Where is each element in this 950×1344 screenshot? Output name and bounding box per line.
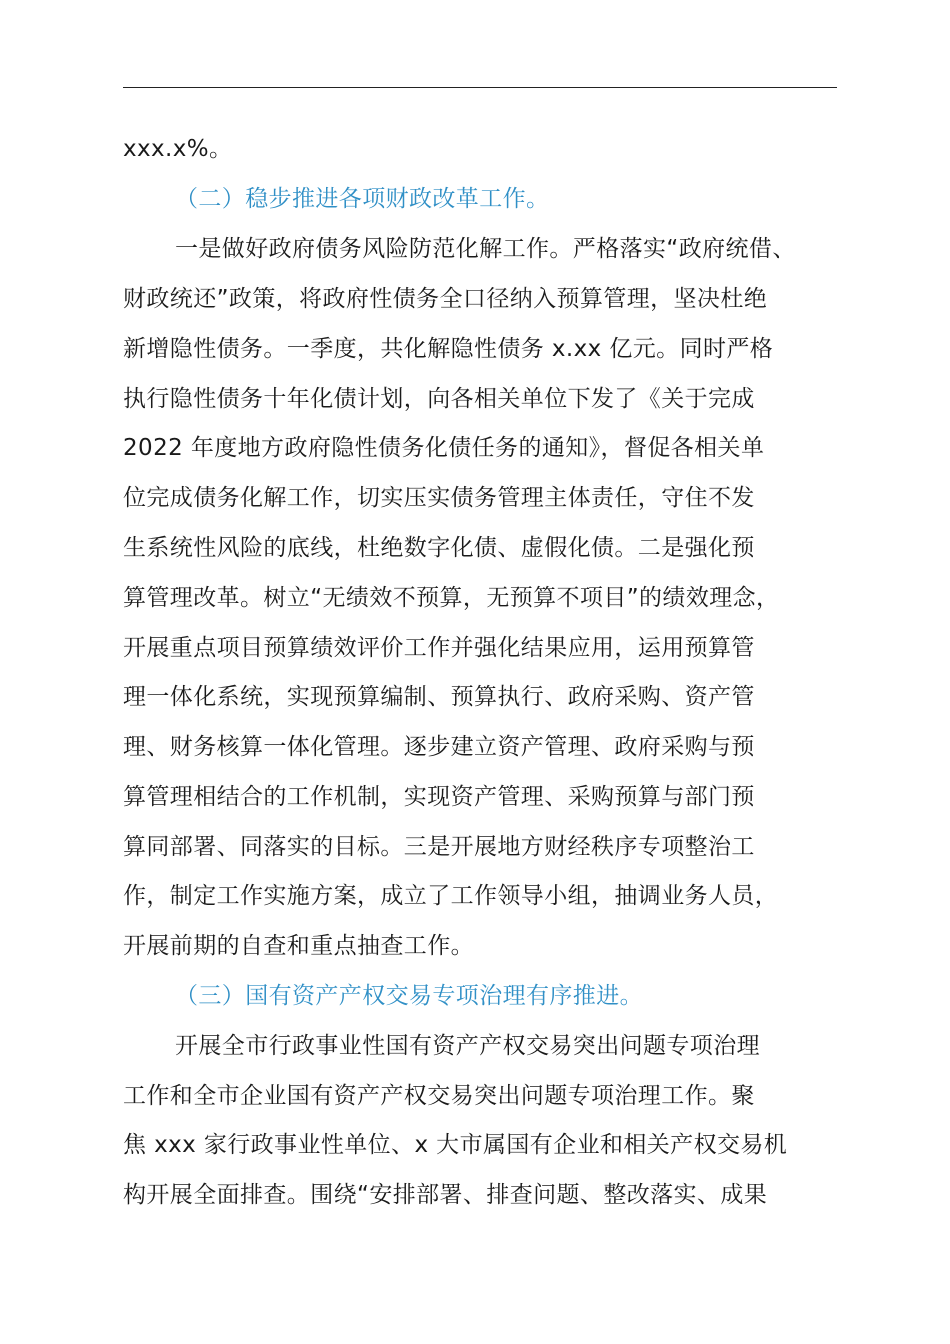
text-line: 财政统还”政策，将政府性债务全口径纳入预算管理，坚决杜绝 (123, 286, 768, 312)
text-line: 开展前期的自查和重点抽查工作。 (123, 933, 474, 959)
text-line: 开展全市行政事业性国有资产产权交易突出问题专项治理 (175, 1033, 760, 1059)
text-line: 理一体化系统，实现预算编制、预算执行、政府采购、资产管 (123, 684, 755, 710)
text-line: 执行隐性债务十年化债计划，向各相关单位下发了《关于完成 (123, 386, 755, 412)
header-rule (123, 87, 837, 88)
text-line: 算管理改革。树立“无绩效不预算，无预算不项目”的绩效理念， (123, 585, 780, 611)
section-heading-3: （三）国有资产产权交易专项治理有序推进。 (175, 983, 643, 1009)
text-line: 位完成债务化解工作，切实压实债务管理主体责任，守住不发 (123, 485, 755, 511)
text-line: 一是做好政府债务风险防范化解工作。严格落实“政府统借、 (175, 236, 796, 262)
text-line: 工作和全市企业国有资产产权交易突出问题专项治理工作。聚 (123, 1083, 755, 1109)
text-line: 开展重点项目预算绩效评价工作并强化结果应用，运用预算管 (123, 635, 755, 661)
text-line: 2022 年度地方政府隐性债务化债任务的通知》，督促各相关单 (123, 435, 765, 461)
text-line: 生系统性风险的底线，杜绝数字化债、虚假化债。二是强化预 (123, 535, 755, 561)
text-line: 算同部署、同落实的目标。三是开展地方财经秩序专项整治工 (123, 834, 755, 860)
text-line: 作，制定工作实施方案，成立了工作领导小组，抽调业务人员， (123, 883, 779, 909)
text-line: 焦 xxx 家行政事业性单位、x 大市属国有企业和相关产权交易机 (123, 1132, 788, 1158)
text-line: 算管理相结合的工作机制，实现资产管理、采购预算与部门预 (123, 784, 755, 810)
section-heading-2: （二）稳步推进各项财政改革工作。 (175, 186, 550, 212)
text-line: 构开展全面排查。围绕“安排部署、排查问题、整改落实、成果 (123, 1182, 768, 1208)
text-line: 理、财务核算一体化管理。逐步建立资产管理、政府采购与预 (123, 734, 755, 760)
text-line: 新增隐性债务。一季度，共化解隐性债务 x.xx 亿元。同时严格 (123, 336, 774, 362)
text-line: xxx.x%。 (123, 136, 233, 162)
